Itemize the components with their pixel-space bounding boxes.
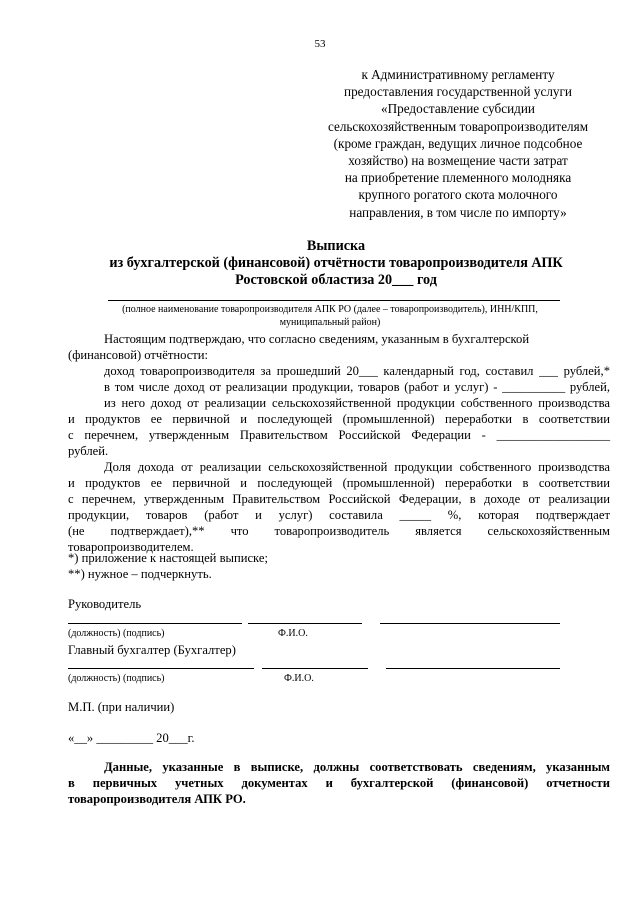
accountant-position-line xyxy=(68,668,254,669)
text-line: с перечнем, утвержденным Правительством Российской Федерации - __________________ xyxy=(68,427,610,442)
footnote: **) нужное – подчеркнуть. xyxy=(68,566,212,581)
date-line: «__» _________ 20___г. xyxy=(68,731,195,745)
head-position-caption: (должность) (подпись) xyxy=(68,628,165,639)
title-line: из бухгалтерской (финансовой) отчётности товаропроизводителя АПК xyxy=(109,255,563,271)
stamp-label: М.П. (при наличии) xyxy=(68,700,175,714)
text-line: (финансовой) отчётности: xyxy=(68,347,209,362)
head-position-line xyxy=(68,623,242,624)
text-line: и продуктов ее первичной и последующей (промышленной) переработки в соответствии xyxy=(68,411,610,426)
text-line: с перечнем, утвержденным Правительством Российской Федерации, в доходе от реализации xyxy=(68,491,610,506)
share-paragraph xyxy=(68,460,610,555)
appendix-line: предоставления государственной услуги xyxy=(344,84,572,100)
footnote: *) приложение к настоящей выписке; xyxy=(68,551,268,565)
text-line: из него доход от реализации сельскохозяйственной продукции собственного производства xyxy=(104,395,610,410)
text-line: Настоящим подтверждаю, что согласно сведениям, указанным в бухгалтерской xyxy=(104,332,530,346)
head-fio-caption: Ф.И.О. xyxy=(278,628,308,639)
appendix-line: к Административному регламенту xyxy=(361,67,555,82)
appendix-header xyxy=(318,66,598,221)
text-line: доход товаропроизводителя за прошедший 20___ календарный год, составил ___ рублей,* xyxy=(104,364,610,378)
title-line: Ростовской областиза 20___ год xyxy=(235,272,437,288)
note-line: в первичных учетных документах и бухгалтерской (финансовой) отчетности xyxy=(68,775,610,790)
appendix-line: (кроме граждан, ведущих личное подсобное xyxy=(333,135,583,151)
appendix-line: хозяйство) на возмещение части затрат xyxy=(348,153,568,169)
confirm-paragraph xyxy=(68,332,610,364)
accountant-label: Главный бухгалтер (Бухгалтер) xyxy=(68,643,236,657)
appendix-line: «Предоставление субсидии xyxy=(381,101,535,117)
text-line: товаропроизводителем. xyxy=(68,539,194,554)
head-sign-line xyxy=(248,623,362,624)
income-paragraph xyxy=(68,364,610,459)
caption-line: муниципальный район) xyxy=(279,316,381,328)
document-title xyxy=(66,238,606,289)
text-line: (не подтверждает),** что товаропроизводитель является сельскохозяйственным xyxy=(68,523,610,538)
title-line: Выписка xyxy=(306,238,366,254)
accountant-fio-caption: Ф.И.О. xyxy=(284,673,314,684)
page-number: 53 xyxy=(314,38,326,50)
appendix-line: крупного рогатого скота молочного xyxy=(358,187,558,203)
note-line: Данные, указанные в выписке, должны соответствовать сведениям, указанным xyxy=(104,760,610,774)
accountant-position-caption: (должность) (подпись) xyxy=(68,673,165,684)
text-line: Доля дохода от реализации сельскохозяйственной продукции собственного производства xyxy=(104,460,610,474)
footnotes xyxy=(68,551,610,583)
head-label: Руководитель xyxy=(68,597,142,611)
note-line: товаропроизводителя АПК РО. xyxy=(68,791,246,806)
text-line: рублей. xyxy=(68,443,109,458)
appendix-line: сельскохозяйственным товаропроизводителям xyxy=(327,118,589,134)
caption-line: (полное наименование товаропроизводителя АПК РО (далее – товаропроизводитель), ИНН/КПП, xyxy=(122,304,538,315)
accountant-sign-line xyxy=(262,668,368,669)
accountant-fio-line xyxy=(386,668,560,669)
name-caption xyxy=(120,304,540,329)
text-line: и продуктов ее первичной и последующей (промышленной) переработки в соответствии xyxy=(68,475,610,490)
text-line: продукции, товаров (работ и услуг) составила _____ %, которая подтверждает xyxy=(68,507,610,522)
name-underline xyxy=(108,300,560,301)
final-note xyxy=(68,760,610,808)
appendix-line: направления, в том числе по импорту» xyxy=(349,204,567,220)
head-fio-line xyxy=(380,623,560,624)
appendix-line: на приобретение племенного молодняка xyxy=(344,170,572,186)
text-line: в том числе доход от реализации продукции, товаров (работ и услуг) - __________ рублей, xyxy=(104,379,610,394)
